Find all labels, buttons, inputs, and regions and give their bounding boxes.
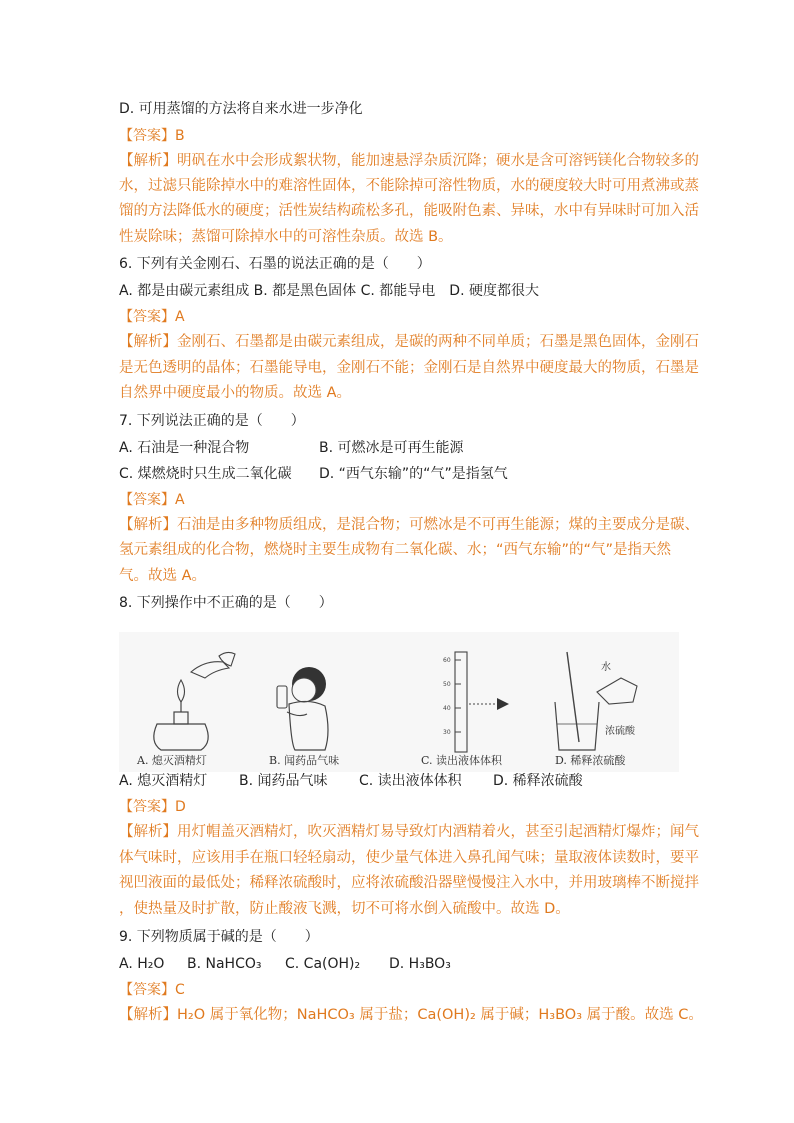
q9-answer: 【答案】C [119, 982, 185, 998]
q8-options [119, 770, 679, 792]
q9-option-d: D. H₃BO₃ [389, 956, 451, 972]
q8-answer: 【答案】D [119, 799, 186, 815]
q9-option-a: A. H₂O [119, 956, 165, 972]
q7-option-b: B. 可燃冰是可再生能源 [319, 440, 464, 456]
tick-40: 40 [443, 705, 451, 712]
q7-options-row1 [119, 437, 679, 459]
q8-option-d: D. 稀释浓硫酸 [493, 773, 583, 789]
q7-explanation-line3: 气。故选 A。 [119, 568, 207, 584]
label-acid: 浓硫酸 [605, 726, 635, 737]
q9-options [119, 953, 679, 975]
q7-answer: 【答案】A [119, 492, 185, 508]
q9-explanation: 【解析】H₂O 属于氧化物；NaHCO₃ 属于盐；Ca(OH)₂ 属于碱；H₃BO₃ 属于酸。故选 C。 [119, 1007, 703, 1023]
q9-stem: 9. 下列物质属于碱的是（ ） [119, 929, 319, 945]
figure-c-caption: C. 读出液体体积 [421, 754, 503, 767]
figure-background [119, 632, 679, 772]
q5-option-d: D. 可用蒸馏的方法将自来水进一步净化 [119, 101, 363, 117]
q8-explanation-line3: 视凹液面的最低处；稀释浓硫酸时，应将浓硫酸沿器壁慢慢注入水中，并用玻璃棒不断搅拌 [119, 875, 699, 891]
q6-stem: 6. 下列有关金刚石、石墨的说法正确的是（ ） [119, 256, 431, 272]
q8-option-b: B. 闻药品气味 [239, 773, 328, 789]
q8-explanation-line4: ，使热量及时扩散，防止酸液飞溅，切不可将水倒入硫酸中。故选 D。 [119, 901, 570, 917]
q5-answer: 【答案】B [119, 128, 185, 144]
figure-b-caption: B. 闻药品气味 [269, 754, 340, 767]
q9-option-b: B. NaHCO₃ [187, 956, 262, 972]
q6-explanation-line2: 是无色透明的晶体；石墨能导电，金刚石不能；金刚石是自然界中硬度最大的物质，石墨是 [119, 360, 699, 376]
q9-option-c: C. Ca(OH)₂ [285, 956, 361, 972]
q6-options: A. 都是由碳元素组成 B. 都是黑色固体 C. 都能导电 D. 硬度都很大 [119, 283, 539, 299]
q7-option-c: C. 煤燃烧时只生成二氧化碳 [119, 466, 292, 482]
figure-d-caption: D. 稀释浓硫酸 [555, 754, 626, 767]
q7-stem: 7. 下列说法正确的是（ ） [119, 413, 305, 429]
q8-option-c: C. 读出液体体积 [359, 773, 462, 789]
q6-explanation-line1: 【解析】金刚石、石墨都是由碳元素组成，是碳的两种不同单质；石墨是黑色固体，金刚石 [119, 334, 699, 350]
q7-option-d: D. “西气东输”的“气”是指氢气 [319, 466, 508, 482]
q5-explanation-line1: 【解析】明矾在水中会形成絮状物，能加速悬浮杂质沉降；硬水是含可溶钙镁化合物较多的 [119, 153, 699, 169]
figure-a-caption: A. 熄灭酒精灯 [137, 754, 207, 767]
q5-explanation-line2: 水，过滤只能除掉水中的难溶性固体，不能除掉可溶性物质，水的硬度较大时可用煮沸或蒸 [119, 178, 699, 194]
q8-stem: 8. 下列操作中不正确的是（ ） [119, 595, 333, 611]
q7-option-a: A. 石油是一种混合物 [119, 440, 250, 456]
q7-explanation-line2: 氢元素组成的化合物，燃烧时主要生成物有二氧化碳、水；“西气东输”的“气”是指天然 [119, 542, 672, 558]
q6-explanation-line3: 自然界中硬度最小的物质。故选 A。 [119, 385, 352, 401]
tick-30: 30 [443, 729, 451, 736]
q7-explanation-line1: 【解析】石油是由多种物质组成，是混合物；可燃冰是不可再生能源；煤的主要成分是碳、 [119, 517, 699, 533]
q6-answer: 【答案】A [119, 309, 185, 325]
q5-explanation-line4: 性炭除味；蒸馏可除掉水中的可溶性杂质。故选 B。 [119, 229, 453, 245]
q8-option-a: A. 熄灭酒精灯 [119, 773, 208, 789]
q8-operations-figure [119, 632, 679, 772]
q8-explanation-line1: 【解析】用灯帽盖灭酒精灯，吹灭酒精灯易导致灯内酒精着火，甚至引起酒精灯爆炸；闻气 [119, 824, 699, 840]
tick-60: 60 [443, 657, 451, 664]
q5-explanation-line3: 馏的方法降低水的硬度；活性炭结构疏松多孔，能吸附色素、异味，水中有异味时可加入活 [119, 203, 699, 219]
q7-options-row2 [119, 463, 679, 485]
q8-explanation-line2: 体气味时，应该用手在瓶口轻轻扇动，使少量气体进入鼻孔闻气味；量取液体读数时，要平 [119, 850, 699, 866]
label-water: 水 [601, 662, 611, 673]
tick-50: 50 [443, 681, 451, 688]
